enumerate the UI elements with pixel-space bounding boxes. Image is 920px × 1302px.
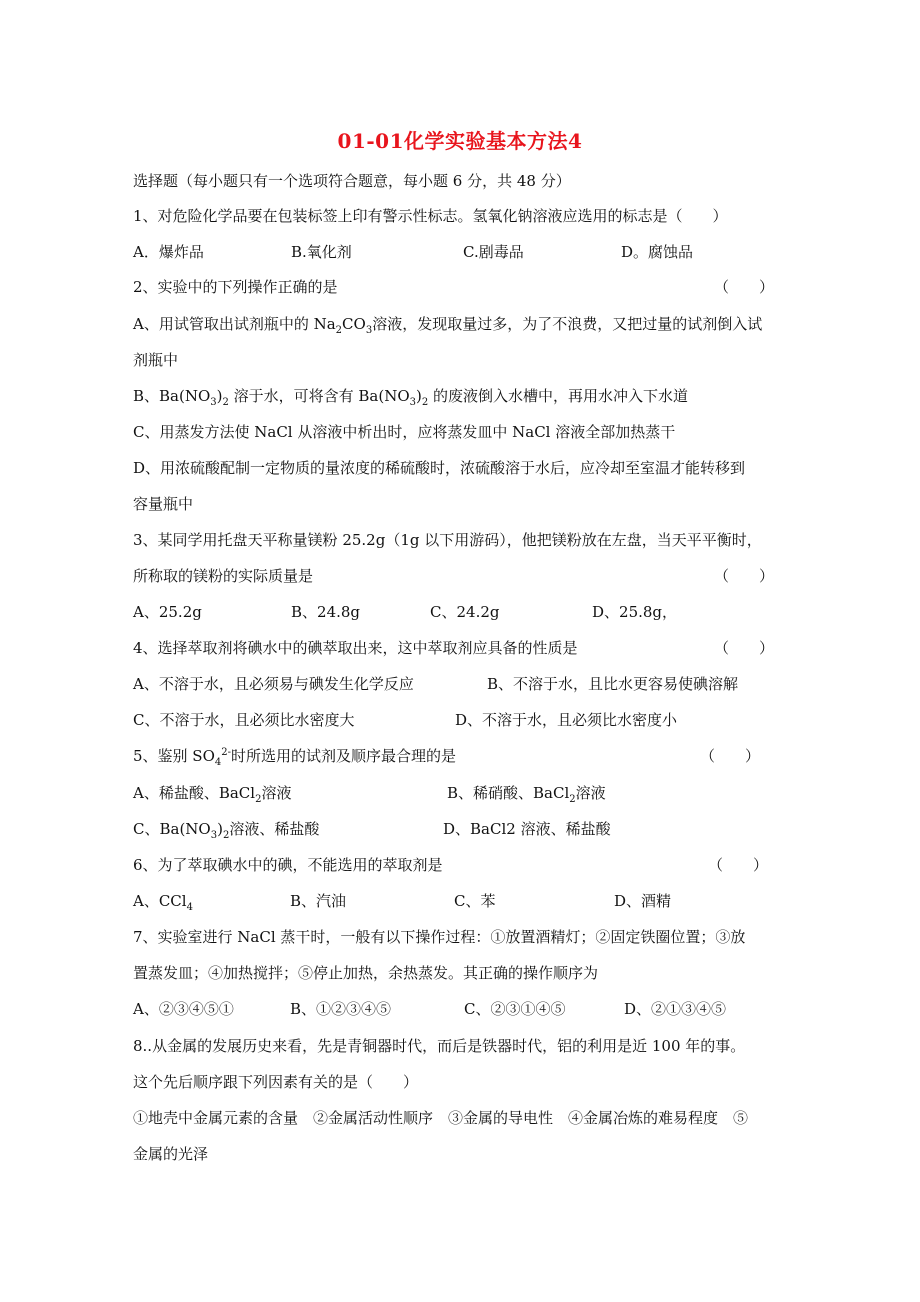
q1-stem: 1、对危险化学品要在包装标签上印有警示性标志。氢氧化钠溶液应选用的标志是（ ） xyxy=(133,207,728,225)
q2-option-c: C、用蒸发方法使 NaCl 从溶液中析出时，应将蒸发皿中 NaCl 溶液全部加热蒸干 xyxy=(133,423,676,441)
q1-option-d: D。腐蚀品 xyxy=(621,243,694,261)
q5-option-b: B、稀硝酸、BaCl$_2$溶液 xyxy=(447,784,606,805)
section-intro: 选择题（每小题只有一个选项符合题意，每小题 6 分，共 48 分） xyxy=(133,172,571,190)
q7-stem-line1: 7、实验室进行 NaCl 蒸干时，一般有以下操作过程：①放置酒精灯；②固定铁圈位置；③放 xyxy=(133,928,746,946)
q1-option-c: C.剧毒品 xyxy=(463,243,524,261)
q4-option-d: D、不溶于水，且必须比水密度小 xyxy=(455,711,678,729)
q2-option-d-line2: 容量瓶中 xyxy=(133,495,194,513)
q2-option-b: B、$Ba(NO_3)_2$ 溶于水，可将含有 $Ba(NO_3)_2$ 的废液倒入水槽中，再用水冲入下水道 xyxy=(133,387,689,408)
q8-factors-line2: 金属的光泽 xyxy=(133,1145,209,1163)
q2-option-d-line1: D、用浓硫酸配制一定物质的量浓度的稀硫酸时，浓硫酸溶于水后，应冷却至室温才能转移到 xyxy=(133,459,746,477)
q8-factors-line1: ①地壳中金属元素的含量 ②金属活动性顺序 ③金属的导电性 ④金属冶炼的难易程度 ⑤ xyxy=(133,1109,749,1127)
q3-option-c: C、24.2g xyxy=(430,603,500,621)
q6-option-a: A、CCl$_4$ xyxy=(133,892,193,913)
q6-option-d: D、酒精 xyxy=(614,892,672,910)
q7-option-c: C、②③①④⑤ xyxy=(464,1000,566,1018)
q2-stem: 2、实验中的下列操作正确的是 xyxy=(133,278,338,296)
q6-option-c: C、苯 xyxy=(454,892,496,910)
q3-option-b: B、24.8g xyxy=(291,603,361,621)
q4-option-b: B、不溶于水，且比水更容易使碘溶解 xyxy=(487,675,739,693)
q7-stem-line2: 置蒸发皿；④加热搅拌；⑤停止加热，余热蒸发。其正确的操作顺序为 xyxy=(133,964,599,982)
q5-option-d: D、BaCl2 溶液、稀盐酸 xyxy=(443,820,611,838)
q6-answer-bracket: （ ） xyxy=(708,856,769,874)
q4-option-a: A、不溶于水，且必须易与碘发生化学反应 xyxy=(133,675,414,693)
q7-option-b: B、①②③④⑤ xyxy=(290,1000,392,1018)
q5-option-a: A、稀盐酸、BaCl$_2$溶液 xyxy=(133,784,292,805)
q7-option-d: D、②①③④⑤ xyxy=(624,1000,727,1018)
q5-stem: 5、鉴别 $SO_4^{2-}$时所选用的试剂及顺序最合理的是 xyxy=(133,747,457,768)
q5-answer-bracket: （ ） xyxy=(700,747,761,765)
q4-option-c: C、不溶于水，且必须比水密度大 xyxy=(133,711,355,729)
q3-answer-bracket: （ ） xyxy=(714,567,775,585)
page-title: 01-01化学实验基本方法4 xyxy=(337,129,583,153)
q3-option-d: D、25.8g， xyxy=(592,603,678,621)
q1-option-a: A．爆炸品 xyxy=(133,243,204,261)
q7-option-a: A、②③④⑤① xyxy=(133,1000,234,1018)
q6-option-b: B、汽油 xyxy=(290,892,347,910)
q5-option-c: C、$Ba(NO_3)_2$溶液、稀盐酸 xyxy=(133,820,320,841)
q4-answer-bracket: （ ） xyxy=(714,639,775,657)
q3-stem-line1: 3、某同学用托盘天平称量镁粉 25.2g（1g 以下用游码），他把镁粉放在左盘，当天平平衡时， xyxy=(133,531,762,549)
q3-stem-line2: 所称取的镁粉的实际质量是 xyxy=(133,567,314,585)
q8-stem-line2: 这个先后顺序跟下列因素有关的是（ ） xyxy=(133,1073,419,1091)
q6-stem: 6、为了萃取碘水中的碘，不能选用的萃取剂是 xyxy=(133,856,443,874)
q2-option-a-line2: 剂瓶中 xyxy=(133,351,179,369)
q8-stem-line1: 8..从金属的发展历史来看，先是青铜器时代，而后是铁器时代，铝的利用是近 100 年的事。 xyxy=(133,1037,746,1055)
q2-option-a-line1: A、用试管取出试剂瓶中的 $Na_2CO_3$溶液，发现取量过多，为了不浪费，又把过量的试剂倒入试 xyxy=(133,315,763,336)
q3-option-a: A、25.2g xyxy=(133,603,202,621)
q4-stem: 4、选择萃取剂将碘水中的碘萃取出来，这中萃取剂应具备的性质是 xyxy=(133,639,578,657)
q1-option-b: B.氧化剂 xyxy=(291,243,352,261)
q2-answer-bracket: （ ） xyxy=(714,278,775,296)
